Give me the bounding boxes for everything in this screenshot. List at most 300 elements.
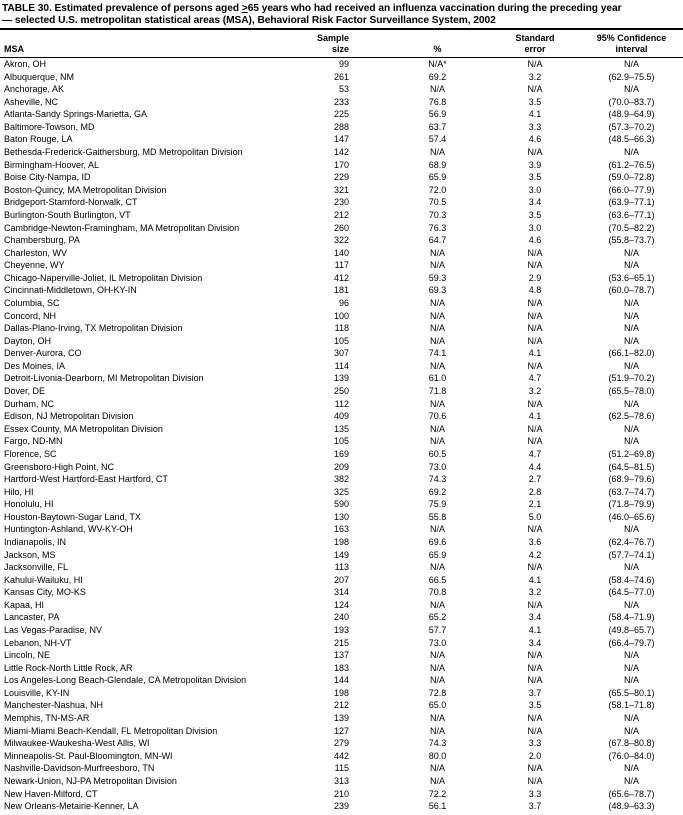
table-row	[0, 71, 683, 84]
msa-cell: Cincinnati-Middletown, OH-KY-IN	[4, 285, 137, 296]
sample-size-cell: 209	[333, 461, 349, 472]
msa-cell: Lancaster, PA	[4, 612, 60, 623]
percent-cell: N/A	[429, 436, 445, 447]
confidence-interval-cell: N/A	[623, 763, 639, 774]
standard-error-cell: 3.5	[528, 209, 542, 220]
table-row	[0, 624, 683, 637]
msa-cell: Miami-Miami Beach-Kendall, FL Metropolitan Division	[4, 725, 218, 736]
confidence-interval-cell: N/A	[623, 360, 639, 371]
percent-cell: N/A	[429, 247, 445, 258]
sample-size-cell: 53	[338, 84, 349, 95]
standard-error-cell: N/A	[527, 297, 543, 308]
table-row	[0, 662, 683, 675]
msa-cell: Burlington-South Burlington, VT	[4, 209, 131, 220]
msa-cell: Jackson, MS	[4, 549, 56, 560]
percent-cell: N/A	[429, 725, 445, 736]
standard-error-cell: 4.7	[528, 373, 542, 384]
percent-cell: 69.2	[428, 486, 447, 497]
msa-cell: Huntington-Ashland, WV-KY-OH	[4, 524, 133, 535]
msa-cell: Hartford-West Hartford-East Hartford, CT	[4, 474, 168, 485]
percent-cell: N/A	[429, 675, 445, 686]
sample-size-cell: 207	[333, 574, 349, 585]
sample-size-cell: 137	[333, 650, 349, 661]
table-row	[0, 486, 683, 499]
percent-cell: 59.3	[428, 272, 447, 283]
standard-error-cell: N/A	[527, 562, 543, 573]
msa-cell: Bethesda-Frederick-Gaithersburg, MD Metropolitan Division	[4, 147, 243, 158]
confidence-interval-cell: N/A	[623, 297, 639, 308]
table-row	[0, 83, 683, 96]
percent-cell: 73.0	[428, 637, 447, 648]
percent-cell: 65.2	[428, 612, 447, 623]
msa-cell: Little Rock-North Little Rock, AR	[4, 662, 133, 673]
percent-cell: N/A	[429, 763, 445, 774]
confidence-interval-cell: (70.0–83.7)	[608, 96, 655, 107]
msa-cell: Cambridge-Newton-Framingham, MA Metropolitan Division	[4, 222, 240, 233]
percent-cell: 70.5	[428, 197, 447, 208]
confidence-interval-cell: (76.0–84.0)	[608, 750, 655, 761]
percent-cell: 73.0	[428, 461, 447, 472]
msa-cell: Birmingham-Hoover, AL	[4, 159, 100, 170]
standard-error-cell: 4.1	[528, 109, 542, 120]
sample-size-cell: 590	[333, 499, 349, 510]
table-row	[0, 184, 683, 197]
sample-size-cell: 288	[333, 121, 349, 132]
msa-cell: Dayton, OH	[4, 335, 52, 346]
sample-size-cell: 229	[333, 172, 349, 183]
percent-cell: N/A	[429, 147, 445, 158]
table-row	[0, 599, 683, 612]
standard-error-cell: 2.0	[528, 750, 542, 761]
table-row	[0, 247, 683, 260]
sample-size-cell: 130	[333, 511, 349, 522]
header-row-2	[0, 44, 683, 58]
confidence-interval-cell: N/A	[623, 323, 639, 334]
table-row	[0, 297, 683, 310]
sample-size-cell: 279	[333, 738, 349, 749]
standard-error-cell: N/A	[527, 260, 543, 271]
standard-error-cell: 3.2	[528, 386, 542, 397]
table-row	[0, 461, 683, 474]
confidence-interval-cell: (61.2–76.5)	[608, 159, 655, 170]
confidence-interval-cell: (48.5–66.3)	[608, 134, 655, 145]
sample-size-cell: 115	[334, 763, 349, 774]
table-row	[0, 335, 683, 348]
msa-cell: Asheville, NC	[4, 96, 59, 107]
confidence-interval-cell: (62.4–76.7)	[608, 536, 655, 547]
standard-error-cell: 3.4	[528, 612, 542, 623]
sample-size-cell: 314	[333, 587, 349, 598]
percent-cell: N/A	[429, 323, 445, 334]
msa-cell: Jacksonville, FL	[4, 562, 69, 573]
standard-error-cell: 3.3	[528, 788, 542, 799]
table-row	[0, 536, 683, 549]
percent-cell: 65.0	[428, 700, 447, 711]
sample-size-cell: 144	[333, 675, 349, 686]
confidence-interval-cell: N/A	[623, 562, 639, 573]
standard-error-cell: 3.6	[528, 536, 542, 547]
table-row	[0, 586, 683, 599]
confidence-interval-cell: (66.1–82.0)	[608, 348, 655, 359]
percent-cell: 63.7	[428, 121, 447, 132]
standard-error-cell: N/A	[527, 360, 543, 371]
standard-error-cell: N/A	[527, 436, 543, 447]
sample-size-cell: 170	[333, 159, 349, 170]
standard-error-cell: 3.3	[528, 121, 542, 132]
confidence-interval-cell: (70.5–82.2)	[608, 222, 655, 233]
standard-error-cell: N/A	[527, 84, 543, 95]
percent-cell: N/A	[429, 84, 445, 95]
percent-cell: 74.3	[428, 474, 447, 485]
sample-size-cell: 240	[333, 612, 349, 623]
sample-size-cell: 198	[333, 536, 349, 547]
table-row	[0, 423, 683, 436]
standard-error-cell: 4.8	[528, 285, 542, 296]
msa-cell: Los Angeles-Long Beach-Glendale, CA Metropolitan Division	[4, 675, 247, 686]
sample-size-cell: 321	[333, 184, 349, 195]
sample-size-cell: 239	[333, 801, 349, 812]
standard-error-cell: N/A	[527, 398, 543, 409]
percent-cell: 68.9	[428, 159, 447, 170]
table-header	[0, 29, 683, 58]
confidence-interval-cell: (67.8–80.8)	[608, 738, 655, 749]
confidence-interval-cell: (65.6–78.7)	[608, 788, 655, 799]
standard-error-cell: 3.0	[528, 184, 542, 195]
percent-cell: N/A	[429, 599, 445, 610]
percent-cell: 61.0	[428, 373, 447, 384]
table-row	[0, 196, 683, 209]
confidence-interval-cell: (59.0–72.8)	[608, 172, 655, 183]
table-row	[0, 699, 683, 712]
msa-cell: Edison, NJ Metropolitan Division	[4, 411, 134, 422]
table-row	[0, 473, 683, 486]
msa-cell: Denver-Aurora, CO	[4, 348, 82, 359]
confidence-interval-cell: (66.4–79.7)	[608, 637, 655, 648]
msa-cell: Las Vegas-Paradise, NV	[4, 625, 103, 636]
msa-cell: Minneapolis-St. Paul-Bloomington, MN-WI	[4, 750, 173, 761]
sample-size-cell: 193	[333, 625, 349, 636]
sample-size-cell: 183	[333, 662, 349, 673]
sample-size-cell: 100	[333, 310, 349, 321]
percent-cell: N/A	[429, 650, 445, 661]
confidence-interval-cell: (46.0–65.6)	[608, 511, 655, 522]
standard-error-cell: 3.4	[528, 197, 542, 208]
table-row	[0, 108, 683, 121]
standard-error-cell: N/A	[527, 763, 543, 774]
msa-cell: Charleston, WV	[4, 247, 68, 258]
header-row-1	[0, 29, 683, 44]
msa-cell: Cheyenne, WY	[4, 260, 65, 271]
msa-cell: Akron, OH	[4, 59, 47, 69]
percent-cell: 71.8	[428, 386, 447, 397]
confidence-interval-cell: N/A	[623, 247, 639, 258]
standard-error-cell: 3.5	[528, 700, 542, 711]
msa-cell: Florence, SC	[4, 448, 57, 459]
table-row	[0, 171, 683, 184]
standard-error-cell: N/A	[527, 675, 543, 686]
sample-size-cell: 181	[333, 285, 349, 296]
standard-error-cell: N/A	[527, 775, 543, 786]
table-row	[0, 511, 683, 524]
table-row	[0, 750, 683, 763]
table-title	[0, 0, 683, 27]
table-row	[0, 372, 683, 385]
table-row	[0, 96, 683, 109]
table-row	[0, 146, 683, 159]
percent-cell: 69.3	[428, 285, 447, 296]
standard-error-cell: N/A	[527, 310, 543, 321]
column-header-sample-line2: size	[300, 44, 355, 58]
sample-size-cell: 169	[333, 448, 349, 459]
confidence-interval-cell: N/A	[623, 675, 639, 686]
msa-cell: New Orleans-Metairie-Kenner, LA	[4, 801, 139, 812]
percent-cell: 70.6	[428, 411, 447, 422]
percent-cell: 72.8	[428, 687, 447, 698]
column-header-standard-error-line1: Standard	[490, 29, 580, 44]
standard-error-cell: 3.5	[528, 96, 542, 107]
percent-cell: N/A*	[428, 59, 447, 69]
msa-cell: Boise City-Nampa, ID	[4, 172, 91, 183]
standard-error-cell: N/A	[527, 524, 543, 535]
sample-size-cell: 382	[333, 474, 349, 485]
confidence-interval-cell: (58.4–71.9)	[608, 612, 655, 623]
percent-cell: N/A	[429, 360, 445, 371]
confidence-interval-cell: (62.5–78.6)	[608, 411, 655, 422]
confidence-interval-cell: (68.9–79.6)	[608, 474, 655, 485]
standard-error-cell: 5.0	[528, 511, 542, 522]
percent-cell: 57.7	[428, 625, 447, 636]
standard-error-cell: N/A	[527, 59, 543, 69]
table-row	[0, 272, 683, 285]
percent-cell: 60.5	[428, 448, 447, 459]
standard-error-cell: N/A	[527, 650, 543, 661]
confidence-interval-cell: (58.4–74.6)	[608, 574, 655, 585]
standard-error-cell: 3.7	[528, 801, 542, 812]
standard-error-cell: 2.1	[528, 499, 542, 510]
msa-cell: Kapaa, HI	[4, 599, 45, 610]
confidence-interval-cell: (48.9–64.9)	[608, 109, 655, 120]
msa-cell: Fargo, ND-MN	[4, 436, 63, 447]
sample-size-cell: 135	[333, 423, 349, 434]
msa-cell: Boston-Quincy, MA Metropolitan Division	[4, 184, 167, 195]
percent-cell: 70.3	[428, 209, 447, 220]
standard-error-cell: 2.9	[528, 272, 542, 283]
standard-error-cell: 3.3	[528, 738, 542, 749]
confidence-interval-cell: N/A	[623, 147, 639, 158]
standard-error-cell: N/A	[527, 335, 543, 346]
percent-cell: N/A	[429, 713, 445, 724]
msa-cell: Albuquerque, NM	[4, 71, 75, 82]
percent-cell: 65.9	[428, 172, 447, 183]
standard-error-cell: 4.1	[528, 348, 542, 359]
table-row	[0, 360, 683, 373]
standard-error-cell: 4.1	[528, 625, 542, 636]
confidence-interval-cell: (48.9–63.3)	[608, 801, 655, 812]
table-row	[0, 209, 683, 222]
table-row	[0, 435, 683, 448]
sample-size-cell: 230	[333, 197, 349, 208]
percent-cell: 69.6	[428, 536, 447, 547]
table-row	[0, 410, 683, 423]
table-row	[0, 788, 683, 801]
standard-error-cell: 3.5	[528, 172, 542, 183]
msa-cell: Kahului-Wailuku, HI	[4, 574, 83, 585]
sample-size-cell: 96	[338, 297, 349, 308]
confidence-interval-cell: (63.7–74.7)	[608, 486, 655, 497]
percent-cell: 76.8	[428, 96, 447, 107]
sample-size-cell: 442	[333, 750, 349, 761]
table-row	[0, 762, 683, 775]
sample-size-cell: 325	[333, 486, 349, 497]
confidence-interval-cell: N/A	[623, 260, 639, 271]
percent-cell: 72.2	[428, 788, 447, 799]
confidence-interval-cell: (51.2–69.8)	[608, 448, 655, 459]
msa-cell: Dallas-Plano-Irving, TX Metropolitan Division	[4, 323, 183, 334]
table-row	[0, 222, 683, 235]
msa-cell: Concord, NH	[4, 310, 57, 321]
msa-cell: New Haven-Milford, CT	[4, 788, 98, 799]
sample-size-cell: 313	[333, 775, 349, 786]
confidence-interval-cell: N/A	[623, 436, 639, 447]
table-row	[0, 310, 683, 323]
sample-size-cell: 105	[333, 335, 349, 346]
percent-cell: 75.9	[428, 499, 447, 510]
msa-cell: Lebanon, NH-VT	[4, 637, 72, 648]
column-header-sample-line1: Sample	[300, 29, 355, 44]
standard-error-cell: 3.2	[528, 71, 542, 82]
sample-size-cell: 250	[333, 386, 349, 397]
percent-cell: 74.3	[428, 738, 447, 749]
table-row	[0, 58, 683, 71]
percent-cell: N/A	[429, 524, 445, 535]
table-row	[0, 637, 683, 650]
standard-error-cell: 3.2	[528, 587, 542, 598]
msa-cell: Bridgeport-Stamford-Norwalk, CT	[4, 197, 138, 208]
sample-size-cell: 210	[333, 788, 349, 799]
standard-error-cell: N/A	[527, 599, 543, 610]
column-header-percent: %	[355, 44, 490, 58]
msa-cell: Houston-Baytown-Sugar Land, TX	[4, 511, 141, 522]
standard-error-cell: 2.7	[528, 474, 542, 485]
msa-cell: Kansas City, MO-KS	[4, 587, 86, 598]
standard-error-cell: 4.2	[528, 549, 542, 560]
confidence-interval-cell: (49.8–65.7)	[608, 625, 655, 636]
standard-error-cell: N/A	[527, 713, 543, 724]
sample-size-cell: 233	[333, 96, 349, 107]
confidence-interval-cell: (66.0–77.9)	[608, 184, 655, 195]
msa-cell: Baltimore-Towson, MD	[4, 121, 95, 132]
standard-error-cell: N/A	[527, 147, 543, 158]
confidence-interval-cell: N/A	[623, 713, 639, 724]
standard-error-cell: 3.0	[528, 222, 542, 233]
confidence-interval-cell: N/A	[623, 650, 639, 661]
sample-size-cell: 105	[333, 436, 349, 447]
sample-size-cell: 163	[333, 524, 349, 535]
confidence-interval-cell: (57.7–74.1)	[608, 549, 655, 560]
confidence-interval-cell: N/A	[623, 423, 639, 434]
table-row	[0, 549, 683, 562]
confidence-interval-cell: N/A	[623, 398, 639, 409]
msa-cell: Milwaukee-Waukesha-West Allis, WI	[4, 738, 150, 749]
standard-error-cell: 4.6	[528, 134, 542, 145]
percent-cell: 80.0	[428, 750, 447, 761]
confidence-interval-cell: N/A	[623, 84, 639, 95]
msa-cell: Nashville-Davidson-Murfreesboro, TN	[4, 763, 155, 774]
standard-error-cell: 4.6	[528, 235, 542, 246]
msa-cell: Columbia, SC	[4, 297, 60, 308]
confidence-interval-cell: N/A	[623, 310, 639, 321]
sample-size-cell: 118	[334, 323, 349, 334]
table-row	[0, 561, 683, 574]
confidence-interval-cell: N/A	[623, 775, 639, 786]
confidence-interval-cell: (63.6–77.1)	[608, 209, 655, 220]
standard-error-cell: 2.8	[528, 486, 542, 497]
table-row	[0, 347, 683, 360]
confidence-interval-cell: N/A	[623, 59, 639, 69]
sample-size-cell: 412	[333, 272, 349, 283]
sample-size-cell: 113	[334, 562, 349, 573]
table-row	[0, 121, 683, 134]
column-header-percent-spacer	[355, 29, 490, 44]
percent-cell: N/A	[429, 423, 445, 434]
percent-cell: N/A	[429, 335, 445, 346]
sample-size-cell: 147	[333, 134, 349, 145]
column-header-msa-spacer	[0, 29, 300, 44]
percent-cell: 74.1	[428, 348, 447, 359]
sample-size-cell: 215	[333, 637, 349, 648]
sample-size-cell: 140	[333, 247, 349, 258]
greater-equal-symbol: >	[241, 3, 248, 14]
table-row	[0, 322, 683, 335]
percent-cell: 57.4	[428, 134, 447, 145]
standard-error-cell: 3.9	[528, 159, 542, 170]
standard-error-cell: 4.1	[528, 411, 542, 422]
msa-cell: Essex County, MA Metropolitan Division	[4, 423, 163, 434]
standard-error-cell: N/A	[527, 323, 543, 334]
sample-size-cell: 112	[334, 398, 349, 409]
sample-size-cell: 212	[333, 209, 349, 220]
standard-error-cell: 4.4	[528, 461, 542, 472]
confidence-interval-cell: (71.8–79.9)	[608, 499, 655, 510]
sample-size-cell: 139	[333, 713, 349, 724]
percent-cell: 56.1	[428, 801, 447, 812]
msa-cell: Dover, DE	[4, 386, 46, 397]
percent-cell: 65.9	[428, 549, 447, 560]
msa-cell: Chicago-Naperville-Joliet, IL Metropolitan Division	[4, 272, 203, 283]
title-text-rest: 65 years who had received an influenza vaccination during the preceding year	[247, 3, 622, 14]
standard-error-cell: 3.4	[528, 637, 542, 648]
table-row	[0, 649, 683, 662]
percent-cell: 76.3	[428, 222, 447, 233]
table-row	[0, 712, 683, 725]
percent-cell: 56.9	[428, 109, 447, 120]
table-row	[0, 687, 683, 700]
sample-size-cell: 139	[333, 373, 349, 384]
table-row	[0, 725, 683, 738]
msa-cell: Anchorage, AK	[4, 84, 65, 95]
table-row	[0, 284, 683, 297]
confidence-interval-cell: N/A	[623, 599, 639, 610]
column-header-confidence-interval-line2: interval	[580, 44, 683, 58]
percent-cell: N/A	[429, 297, 445, 308]
percent-cell: N/A	[429, 662, 445, 673]
confidence-interval-cell: (58.1–71.8)	[608, 700, 655, 711]
confidence-interval-cell: (53.6–65.1)	[608, 272, 655, 283]
sample-size-cell: 124	[333, 599, 349, 610]
column-header-confidence-interval-line1: 95% Confidence	[580, 29, 683, 44]
sample-size-cell: 307	[333, 348, 349, 359]
msa-cell: Baton Rouge, LA	[4, 134, 73, 145]
